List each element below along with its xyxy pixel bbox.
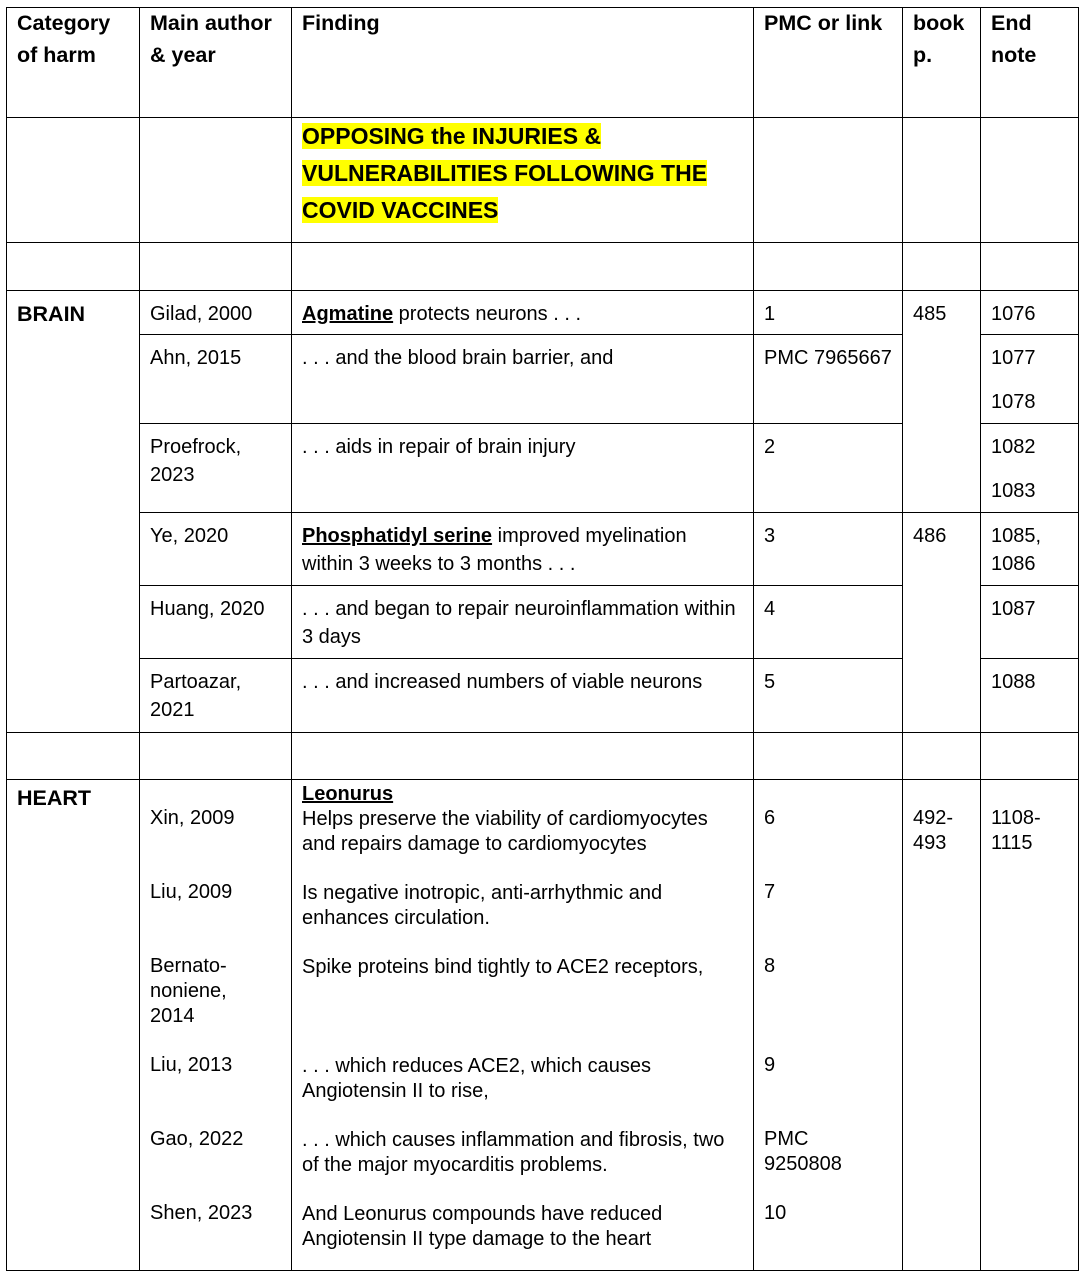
author-cell: Bernato-noniene, 2014	[150, 955, 227, 1027]
pmc-cell: 9	[764, 1054, 776, 1076]
endnote-cell: 1108-1115	[981, 780, 1079, 1271]
finding-cell: Helps preserve the viability of cardiomyocytes and repairs damage to cardiomyocytes	[302, 808, 708, 855]
pmc-cell: PMC 7965667	[754, 335, 903, 424]
header-row	[7, 8, 1079, 118]
author-cell: Ye, 2020	[140, 513, 292, 586]
finding-cell: Agmatine protects neurons . . .	[292, 291, 754, 335]
endnote-cell: 1088	[981, 659, 1079, 733]
heart-pmc-cell	[754, 780, 903, 1271]
finding-cell: Spike proteins bind tightly to ACE2 receptors,	[302, 956, 704, 978]
pmc-cell: PMC 9250808	[764, 1128, 842, 1175]
pmc-cell: 10	[764, 1202, 787, 1224]
finding-cell: . . . which reduces ACE2, which causes Angiotensin II to rise,	[302, 1055, 652, 1102]
pmc-cell: 7	[764, 881, 776, 903]
finding-cell: Phosphatidyl serine improved myelination within 3 weeks to 3 months . . .	[292, 513, 754, 586]
header-finding: Finding	[292, 8, 754, 118]
document-page	[6, 7, 1078, 1275]
heart-author-cell	[140, 780, 292, 1271]
finding-cell: . . . and the blood brain barrier, and	[292, 335, 754, 424]
pmc-cell: 3	[754, 513, 903, 586]
heart-finding-cell	[292, 780, 754, 1271]
book-page-cell: 486	[903, 513, 981, 733]
author-cell: Liu, 2013	[150, 1054, 233, 1076]
finding-cell: . . . which causes inflammation and fibrosis, two of the major myocarditis problems.	[302, 1129, 725, 1176]
author-cell: Huang, 2020	[140, 586, 292, 659]
table-row	[7, 291, 1079, 335]
table-row	[7, 513, 1079, 586]
pmc-cell: 1	[754, 291, 903, 335]
finding-cell: . . . aids in repair of brain injury	[292, 424, 754, 513]
header-author: Main author & year	[140, 8, 292, 118]
author-cell: Gilad, 2000	[140, 291, 292, 335]
finding-cell: Is negative inotropic, anti-arrhythmic and enhances circulation.	[302, 882, 663, 929]
author-cell: Xin, 2009	[150, 807, 235, 829]
endnote-cell: 1082 1083	[981, 424, 1079, 513]
banner-row	[7, 118, 1079, 243]
heart-row	[7, 780, 1079, 1271]
finding-cell: . . . and began to repair neuroinflammation within 3 days	[292, 586, 754, 659]
header-endnote: End note	[981, 8, 1079, 118]
author-cell: Gao, 2022	[150, 1128, 244, 1150]
book-page-cell: 492-493	[903, 780, 981, 1271]
endnote-cell: 1076	[981, 291, 1079, 335]
endnote-cell: 1087	[981, 586, 1079, 659]
keyword-agmatine: Agmatine	[302, 303, 394, 325]
banner-title: OPPOSING the INJURIES & VULNERABILITIES FOLLOWING THE COVID VACCINES	[302, 123, 708, 223]
book-page-cell: 485	[903, 291, 981, 513]
spacer-row	[7, 243, 1079, 291]
keyword-leonurus: Leonurus	[302, 783, 394, 805]
evidence-table	[6, 7, 1079, 1271]
keyword-phosphatidyl-serine: Phosphatidyl serine	[302, 525, 493, 547]
pmc-cell: 4	[754, 586, 903, 659]
finding-cell: And Leonurus compounds have reduced Angiotensin II type damage to the heart	[302, 1203, 663, 1250]
header-category: Category of harm	[7, 8, 140, 118]
pmc-cell: 6	[764, 807, 776, 829]
author-cell: Proefrock, 2023	[140, 424, 292, 513]
header-book: book p.	[903, 8, 981, 118]
finding-cell: . . . and increased numbers of viable neurons	[292, 659, 754, 733]
author-cell: Shen, 2023	[150, 1202, 253, 1224]
category-brain: BRAIN	[7, 291, 140, 733]
spacer-row	[7, 733, 1079, 780]
pmc-cell: 2	[754, 424, 903, 513]
header-pmc: PMC or link	[754, 8, 903, 118]
author-cell: Liu, 2009	[150, 881, 233, 903]
author-cell: Ahn, 2015	[140, 335, 292, 424]
endnote-cell: 1077 1078	[981, 335, 1079, 424]
endnote-cell: 1085, 1086	[981, 513, 1079, 586]
author-cell: Partoazar, 2021	[140, 659, 292, 733]
category-heart: HEART	[7, 780, 140, 1271]
pmc-cell: 5	[754, 659, 903, 733]
pmc-cell: 8	[764, 955, 776, 977]
